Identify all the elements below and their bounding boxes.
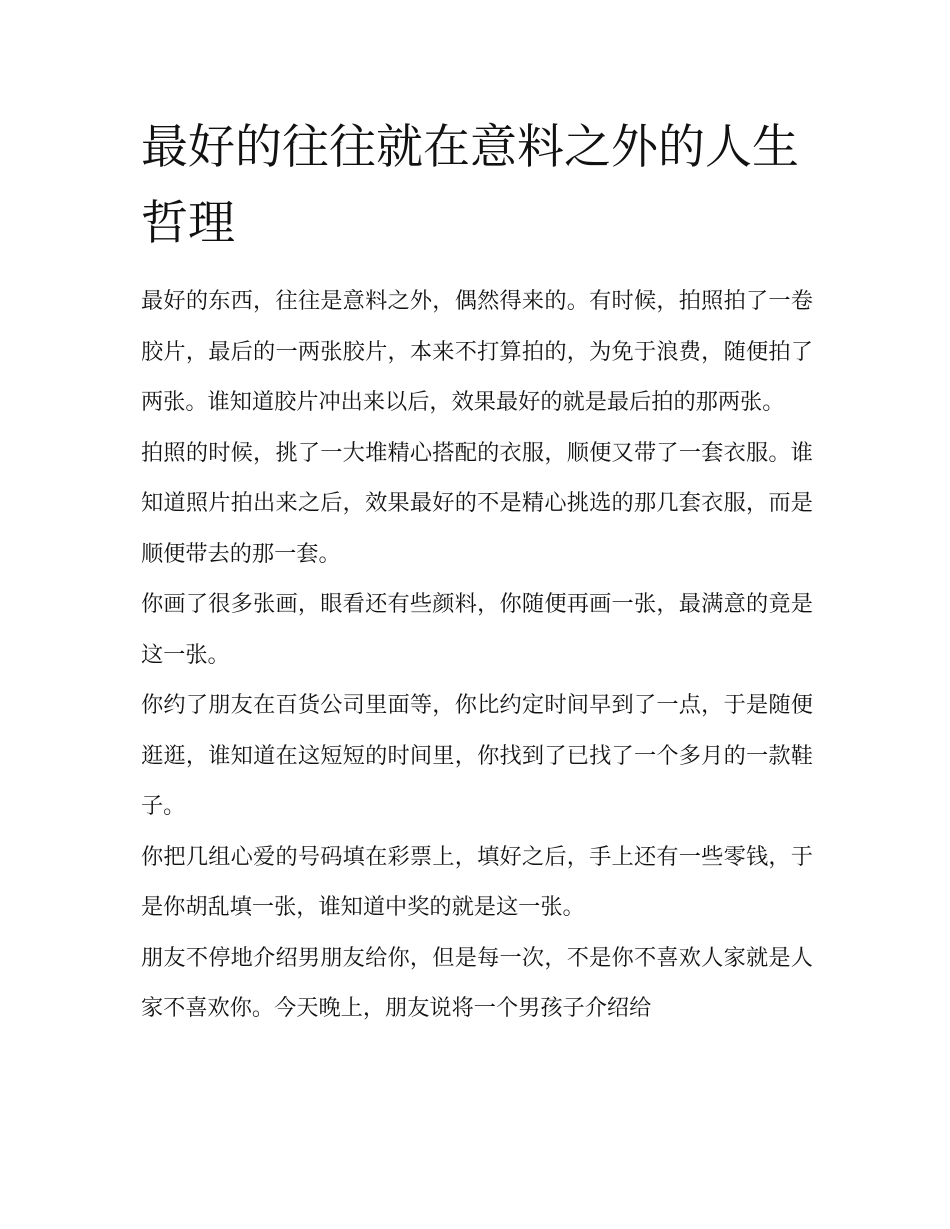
paragraph-clothes: 拍照的时候，挑了一大堆精心搭配的衣服，顺便又带了一套衣服。谁知道照片拍出来之后，效果最好的不是精心挑选的那几套衣服，而是顺便带去的那一套。 [141, 439, 813, 567]
paragraph-shoes: 你约了朋友在百货公司里面等，你比约定时间早到了一点，于是随便逛逛，谁知道在这短短的时间里，你找到了已找了一个多月的一款鞋子。 [141, 692, 813, 819]
document-title: 最好的往往就在意料之外的人生哲理 [141, 120, 799, 251]
paragraph-photo-film: 最好的东西，往往是意料之外，偶然得来的。有时候，拍照拍了一卷胶片，最后的一两张胶片，本来不打算拍的，为免于浪费，随便拍了两张。谁知道胶片冲出来以后，效果最好的就是最后拍的那两张。 [141, 288, 813, 415]
document-content [141, 110, 813, 1034]
paragraph-lottery: 你把几组心爱的号码填在彩票上，填好之后，手上还有一些零钱，于是你胡乱填一张，谁知道中奖的就是这一张。 [141, 843, 813, 920]
paragraph-boyfriend: 朋友不停地介绍男朋友给你，但是每一次，不是你不喜欢人家就是人家不喜欢你。今天晚上，朋友说将一个男孩子介绍给 [141, 944, 813, 1021]
document-body [141, 276, 813, 1034]
paragraph-painting: 你画了很多张画，眼看还有些颜料，你随便再画一张，最满意的竟是这一张。 [141, 591, 813, 668]
